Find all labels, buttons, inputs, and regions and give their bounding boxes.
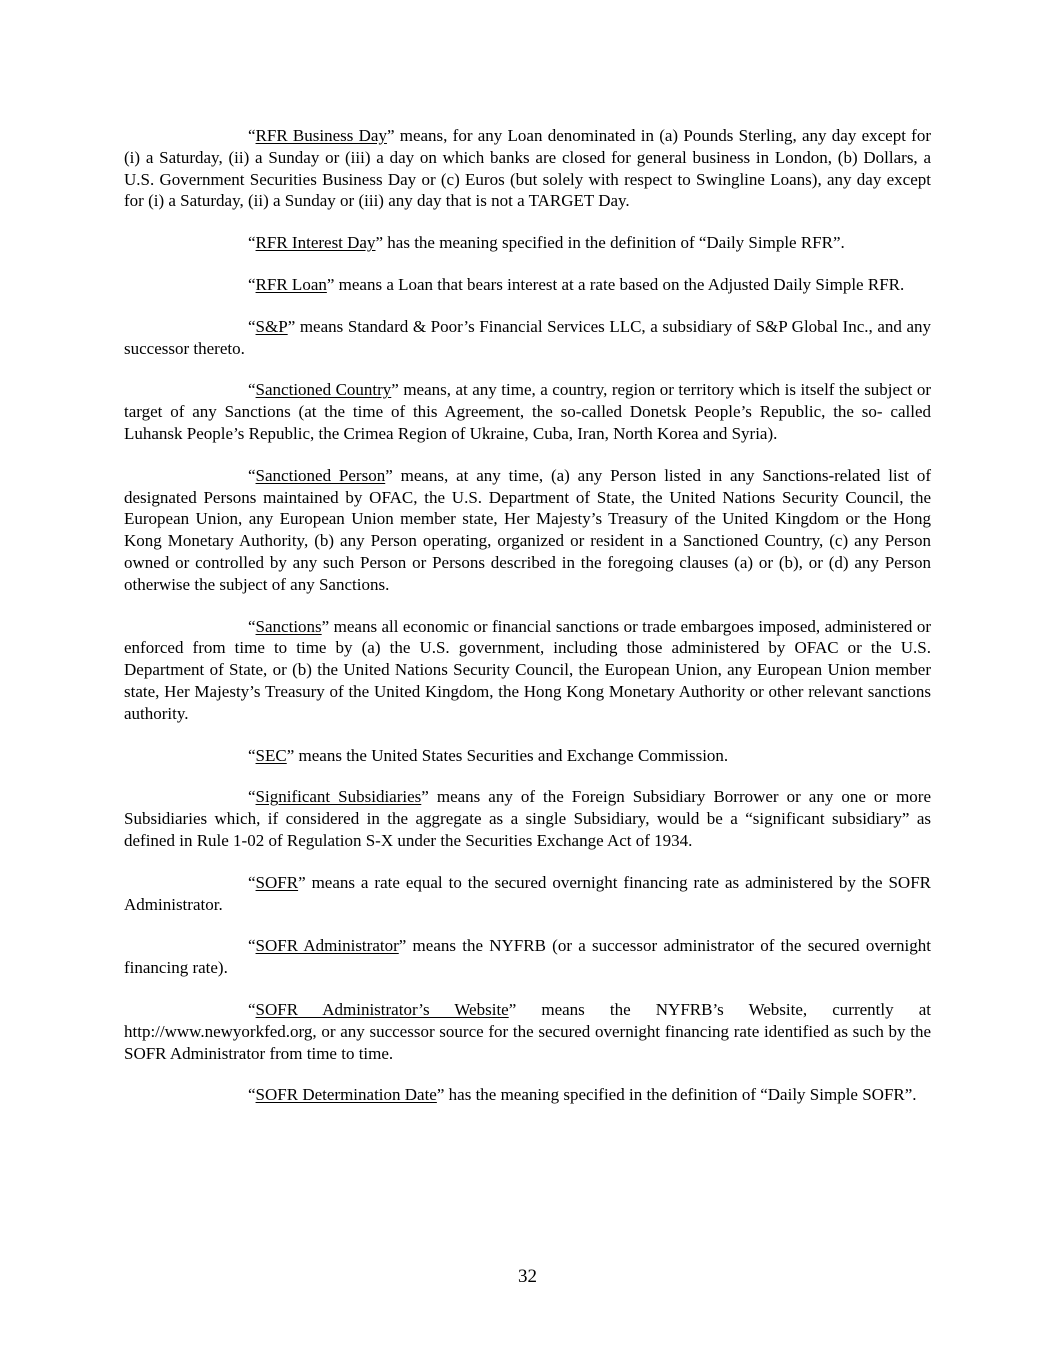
defined-term: S&P [255,316,288,336]
defined-term: RFR Business Day [255,126,387,145]
definition-text: means the United States Securities and Exchange Commission. [294,745,729,765]
definition-significant-subsidiaries: “Significant Subsidiaries” means any of the Foreign Subsidiary Borrower or any one or more Subsidiaries which, if considered in the aggregate as a single Subsidiary, would be a “significant subsidiary” as defined in Rule 1-02 of Regulation S-X under the Securities Exchange Act of 1934. [124,787,932,850]
page-number: 32 [518,1266,537,1287]
defined-term: SOFR [255,872,299,892]
definition-sofr-administrator: “SOFR Administrator” means the NYFRB (or a successor administrator of the secured overnight financing rate). [124,936,931,978]
definition-sanctions: “Sanctions” means all economic or financial sanctions or trade embargoes imposed, administered or enforced from time to time by (a) the U.S. government, including those administered by OFAC or the U.S. Department of State, or (b) the United Nations Security Council, the European Union, any European Union member state, Her Majesty’s Treasury of the United Kingdom, the Hong Kong Monetary Authority or other relevant sanctions authority. [124,616,931,723]
definition-text: means, at any time, a country, region or territory which is itself the subject or target of any Sanctions (at the time of this Agreement, the so-called Donetsk People’s Republic, the so- called Luhansk People’s Republic, the Crimea Region of Ukraine, Cuba, Iran, North Korea and Syria). [124,380,931,443]
definition-sec: “SEC” means the United States Securities and Exchange Commission. [248,745,729,765]
defined-term: SOFR Administrator [255,936,399,956]
definition-sofr: “SOFR” means a rate equal to the secured overnight financing rate as administered by the SOFR Administrator. [124,872,931,914]
definition-sanctioned-country: “Sanctioned Country” means, at any time, a country, region or territory which is itself the subject or target of any Sanctions (at the time of this Agreement, the so-called Donetsk People’s Republic, the so- called Luhansk People’s Republic, the Crimea Region of Ukraine, Cuba, Iran, North Korea and Syria). [124,380,931,443]
definition-text: means the NYFRB (or a successor administrator of the secured overnight financing rate). [124,936,931,978]
definition-sofr-determination-date: “SOFR Determination Date” has the meaning specified in the definition of “Daily Simple SOFR”. [248,1085,917,1105]
definition-text: has the meaning specified in the definition of “Daily Simple SOFR”. [444,1085,917,1105]
definition-rfr-business-day: “RFR Business Day” means, for any Loan denominated in (a) Pounds Sterling, any day except for (i) a Saturday, (ii) a Sunday or (iii) a day on which banks are closed for general business in London, (b) Dollars, a U.S. Government Securities Business Day or (c) Euros (but solely with respect to Swingline Loans), any day except for (i) a Saturday, (ii) a Sunday or (iii) any day that is not a TARGET Day. [124,126,931,211]
defined-term: RFR Interest Day [255,233,376,253]
defined-term: RFR Loan [255,274,327,294]
definition-sanctioned-person: “Sanctioned Person” means, at any time, (a) any Person listed in any Sanctions-related list of designated Persons maintained by OFAC, the U.S. Department of State, the United Nations Security Council, the European Union, any European Union member state, Her Majesty’s Treasury of the United Kingdom or the Hong Kong Monetary Authority, (b) any Person operating, organized or resident in a Sanctioned Country, (c) any Person owned or controlled by any such Person or Persons described in the foregoing clauses (a) or (b), or (d) any Person otherwise the subject of any Sanctions. [124,465,931,594]
definition-text: means any of the Foreign Subsidiary Borrower or any one or more Subsidiaries which, if considered in the aggregate as a single Subsidiary, would be a “significant subsidiary” as defined in Rule 1-02 of Regulation S-X under the Securities Exchange Act of 1934. [124,787,932,850]
defined-term: SEC [255,745,287,765]
definition-text: means, at any time, (a) any Person listed in any Sanctions-related list of designated Persons maintained by OFAC, the U.S. Department of State, the United Nations Security Council, the European Union, any European Union member state, Her Majesty’s Treasury of the United Kingdom or the Hong Kong Monetary Authority, (b) any Person operating, organized or resident in a Sanctioned Country, (c) any Person owned or controlled by any such Person or Persons described in the foregoing clauses (a) or (b), or (d) any Person otherwise the subject of any Sanctions. [124,465,931,594]
definition-rfr-loan: “RFR Loan” means a Loan that bears interest at a rate based on the Adjusted Daily Simple RFR. [248,274,905,294]
definition-text: means a rate equal to the secured overnight financing rate as administered by the SOFR Administrator. [124,872,931,914]
definition-text: means Standard & Poor’s Financial Services LLC, a subsidiary of S&P Global Inc., and any successor thereto. [124,316,931,358]
definition-rfr-interest-day: “RFR Interest Day” has the meaning specified in the definition of “Daily Simple RFR”. [248,233,845,253]
definition-text: means a Loan that bears interest at a rate based on the Adjusted Daily Simple RFR. [334,274,905,294]
definition-text: has the meaning specified in the definition of “Daily Simple RFR”. [383,233,845,253]
defined-term: Significant Subsidiaries [255,787,422,807]
definition-s-and-p: “S&P” means Standard & Poor’s Financial Services LLC, a subsidiary of S&P Global Inc., and any successor thereto. [124,316,931,358]
defined-term: Sanctioned Person [255,465,386,485]
defined-term: Sanctions [255,616,322,636]
defined-term: SOFR Determination Date [255,1085,437,1105]
definitions-section [124,125,931,1126]
definition-text: means the NYFRB’s Website, currently at http://www.newyorkfed.org, or any successor source for the secured overnight financing rate identified as such by the SOFR Administrator from time to time. [124,999,931,1063]
definition-text: means, for any Loan denominated in (a) Pounds Sterling, any day except for (i) a Saturday, (ii) a Sunday or (iii) a day on which banks are closed for general business in London, (b) Dollars, a U.S. Government Securities Business Day or (c) Euros (but solely with respect to Swingline Loans), any day except for (i) a Saturday, (ii) a Sunday or (iii) any day that is not a TARGET Day. [124,126,931,211]
defined-term: SOFR Administrator’s Website [255,999,509,1019]
definition-text: means all economic or financial sanctions or trade embargoes imposed, administered or enforced from time to time by (a) the U.S. government, including those administered by OFAC or the U.S. Department of State, or (b) the United Nations Security Council, the European Union, any European Union member state, Her Majesty’s Treasury of the United Kingdom, the Hong Kong Monetary Authority or other relevant sanctions authority. [124,616,931,723]
defined-term: Sanctioned Country [255,380,392,400]
definition-sofr-administrators-website: “SOFR Administrator’s Website” means the NYFRB’s Website, currently at http://www.newyorkfed.org, or any successor source for the secured overnight financing rate identified as such by the SOFR Administrator from time to time. [124,999,931,1063]
